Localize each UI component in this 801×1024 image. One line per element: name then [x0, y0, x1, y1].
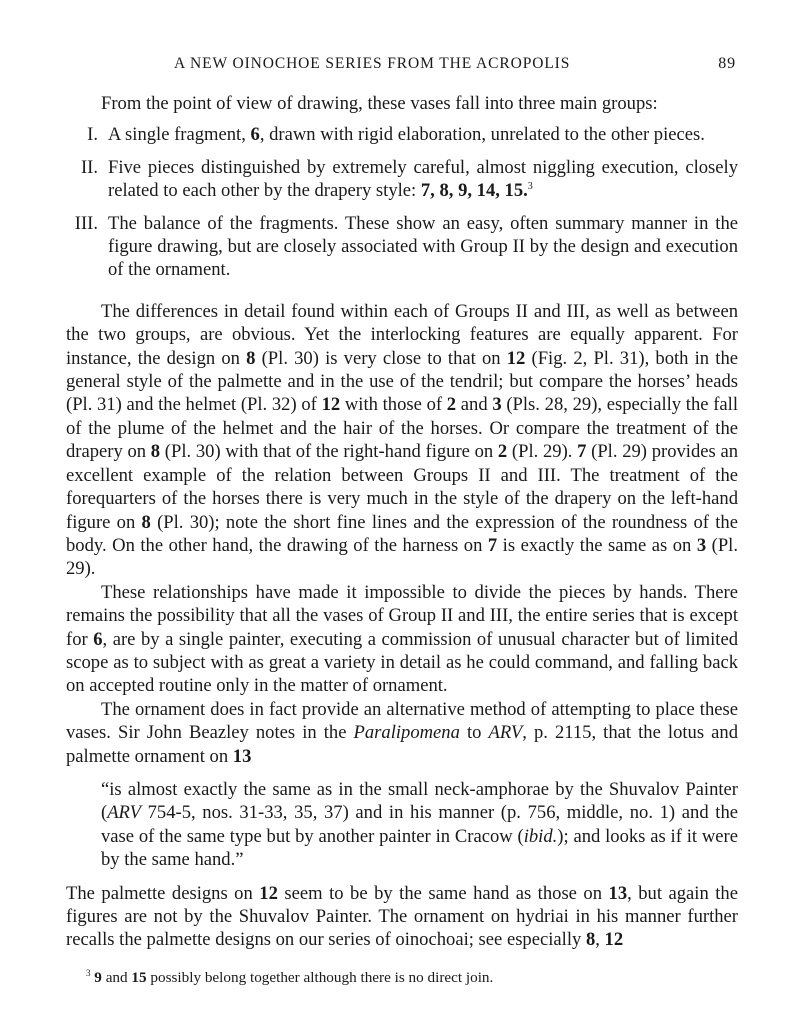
- group-numeral: III.: [74, 212, 98, 234]
- text-run: The palmette designs on: [66, 882, 260, 904]
- text-run: , p. 2115, that the lotus and palmette ornament on: [66, 722, 738, 767]
- text-run: and: [101, 968, 132, 986]
- text-run: (Fig. 2, Pl. 31), both in the general style of the palmette and in the use of the tendril; but compare the horses’ heads (Pl. 31) and the helmet (Pl. 32) of: [66, 347, 738, 416]
- text-run: seem to be by the same hand as those on: [277, 882, 609, 904]
- text-run: (Pl. 29).: [66, 534, 738, 580]
- catalogue-number: 15: [131, 968, 147, 986]
- group-numeral: II.: [80, 156, 98, 178]
- catalogue-number: 7: [577, 441, 587, 463]
- text-run: (Pl. 29) provides an excellent example of the relation between Groups II and III. The treatment of the forequarters of the horses there is very much in the style of the drapery on the left-hand figure on: [66, 441, 738, 533]
- group-list: [66, 123, 738, 281]
- catalogue-number: 13: [232, 745, 252, 767]
- text-run: These relationships have made it impossible to divide the pieces by hands. There remains the possibility that all the vases of Group II and III, the entire series that is except for: [66, 581, 738, 650]
- italic-title: Paralipomena: [353, 722, 460, 744]
- footnote: [66, 968, 738, 988]
- italic-title: ARV: [488, 722, 523, 744]
- text-run: and: [456, 394, 493, 416]
- group-text: [108, 156, 738, 203]
- catalogue-number: 6: [250, 124, 260, 146]
- catalogue-number: 12: [506, 347, 526, 369]
- text-run: 754-5, nos. 31-33, 35, 37) and in his manner (p. 756, middle, no. 1) and the vase of the same type but by another painter in Cracow (: [101, 802, 738, 847]
- text-run: with those of: [340, 394, 447, 416]
- text-run: (Pls. 28, 29), especially the fall of the plume of the helmet and the hair of the horses. Or compare the treatment of the drapery on: [66, 394, 738, 463]
- page: [66, 48, 738, 988]
- catalogue-number: 12: [604, 929, 624, 951]
- catalogue-number: 8: [246, 347, 256, 369]
- text-run: (Pl. 29).: [507, 441, 578, 463]
- text-run: Five pieces distinguished by extremely careful, almost niggling execution, closely related to each other by the drapery style:: [108, 156, 738, 202]
- intro-paragraph: From the point of view of drawing, these vases fall into three main groups:: [101, 93, 658, 114]
- catalogue-number: 8: [141, 511, 151, 533]
- text-run: , are by a single painter, executing a commission of unusual character but of limited scope as to subject with as great a variety in detail as he could command, and falling back on accepted routine only in the matter of ornament.: [66, 628, 738, 697]
- body-paragraph: [66, 581, 738, 698]
- block-quote: [101, 778, 738, 872]
- text-run: possibly belong together although there is no direct join.: [146, 968, 494, 986]
- text-run: is exactly the same as on: [497, 534, 697, 556]
- catalogue-number: 3: [492, 394, 502, 416]
- catalogue-number: 8: [150, 441, 161, 463]
- text-run: The differences in detail found within each of Groups II and III, as well as between the two groups, are obvious. Yet the interlocking features are equally apparent. For instance, the design on: [66, 300, 738, 369]
- text-run: The ornament does in fact provide an alternative method of attempting to place these vases. Sir John Beazley notes in the: [66, 698, 738, 744]
- text-run: A single fragment,: [108, 124, 251, 146]
- catalogue-number: 7: [487, 534, 498, 556]
- catalogue-number: 12: [321, 394, 341, 416]
- running-title: A NEW OINOCHOE SERIES FROM THE ACROPOLIS: [174, 55, 571, 72]
- running-header: [66, 48, 738, 74]
- body-paragraph: [66, 300, 738, 581]
- body-paragraph: [66, 882, 738, 952]
- text-run: , drawn with rigid elaboration, unrelated to the other pieces.: [259, 124, 705, 146]
- catalogue-number: 2: [446, 394, 457, 416]
- text-run: (Pl. 30); note the short fine lines and the expression of the roundness of the body. On the other hand, the drawing of the harness on: [66, 511, 738, 556]
- catalogue-number: 3: [696, 534, 707, 556]
- group-item: [66, 123, 738, 146]
- group-numeral: I.: [87, 124, 98, 146]
- text-run: to: [459, 722, 489, 744]
- catalogue-number: 12: [259, 882, 278, 904]
- footnote-marker: 3: [86, 967, 91, 978]
- text-run: ); and looks as if it were by the same hand.”: [101, 825, 738, 871]
- catalogue-number: 6: [93, 628, 103, 650]
- text-run: (Pl. 30) with that of the right-hand figure on: [160, 441, 498, 463]
- catalogue-number: 9: [94, 968, 102, 986]
- footnote-ref: 3: [527, 181, 533, 193]
- catalogue-number: 7, 8, 9, 14, 15.: [420, 180, 528, 202]
- group-text: [108, 123, 738, 146]
- text-run: “is almost exactly the same as in the small neck-amphorae by the Shuvalov Painter (: [101, 778, 738, 824]
- group-text: The balance of the fragments. These show an easy, often summary manner in the figure drawing, but are closely associated with Group II by the design and execution of the ornament.: [108, 212, 738, 281]
- page-number: 89: [718, 55, 736, 72]
- body-paragraph: [66, 698, 738, 768]
- group-item: [66, 156, 738, 203]
- text-run: ,: [595, 929, 605, 951]
- catalogue-number: 8: [585, 929, 596, 951]
- catalogue-number: 2: [497, 441, 508, 463]
- text-run: (Pl. 30) is very close to that on: [255, 347, 507, 369]
- catalogue-number: 13: [608, 882, 628, 904]
- italic-title: ibid.: [523, 825, 558, 847]
- group-item: [66, 212, 738, 282]
- text-run: , but again the figures are not by the Shuvalov Painter. The ornament on hydriai in his manner further recalls the palmette designs on our series of oinochoai; see especially: [66, 882, 738, 951]
- italic-title: ARV: [107, 802, 141, 824]
